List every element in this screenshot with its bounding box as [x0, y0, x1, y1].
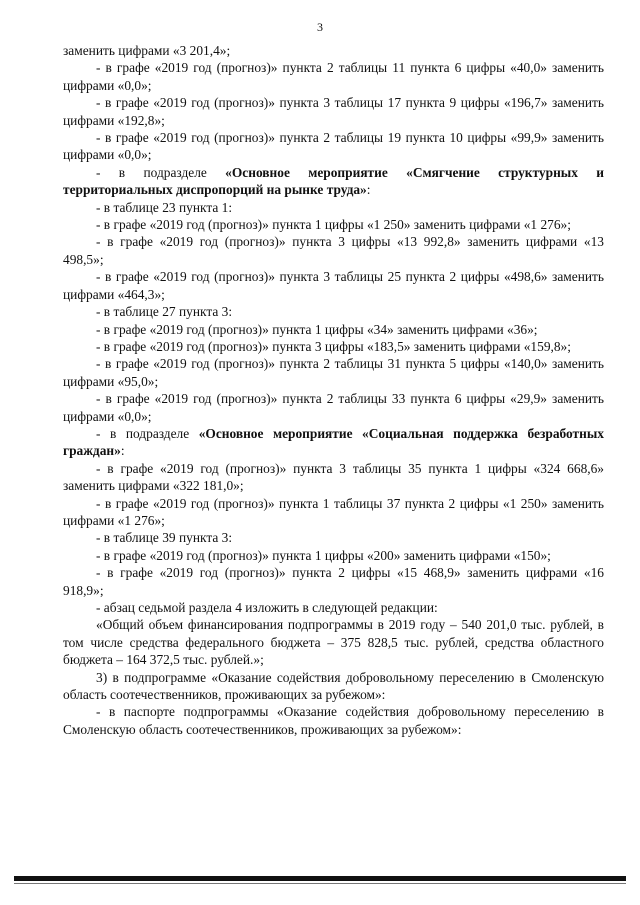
page-number: 3: [317, 20, 323, 34]
paragraph: 3) в подпрограмме «Оказание содействия добровольному переселению в Смоленскую область соотечественников, проживающих за рубежом»:: [63, 669, 604, 703]
paragraph: [63, 425, 604, 460]
paragraph-lead-text: - в подразделе: [96, 164, 226, 180]
paragraph: - в графе «2019 год (прогноз)» пункта 1 таблицы 37 пункта 2 цифры «1 250» заменить цифрами «1 276»;: [63, 495, 604, 528]
paragraph: - в графе «2019 год (прогноз)» пункта 1 цифры «1 250» заменить цифрами «1 276»;: [96, 217, 571, 233]
paragraph: «Общий объем финансирования подпрограммы в 2019 году – 540 201,0 тыс. рублей, в том числе средства федерального бюджета – 375 828,5 тыс. рублей, средства областного бюджета – 164 372,5 тыс. рублей.»;: [63, 617, 604, 668]
paragraph: заменить цифрами «3 201,4»;: [63, 43, 231, 58]
document-body: [63, 42, 604, 738]
paragraph: - в таблице 27 пункта 3:: [96, 304, 233, 320]
paragraph: - абзац седьмой раздела 4 изложить в следующей редакции:: [96, 600, 438, 615]
paragraph-lead-text: - в подразделе: [96, 425, 199, 441]
bottom-rule: [14, 876, 626, 881]
paragraph: - в паспорте подпрограммы «Оказание содействия добровольному переселению в Смоленскую область соотечественников, проживающих за рубежом»:: [63, 704, 604, 737]
paragraph: - в графе «2019 год (прогноз)» пункта 3 цифры «13 992,8» заменить цифрами «13 498,5»;: [63, 234, 604, 267]
subsection-title: «Основное мероприятие «Смягчение структурных и территориальных диспропорций на рынке труда»: [63, 164, 604, 198]
paragraph: - в графе «2019 год (прогноз)» пункта 2 таблицы 11 пункта 6 цифры «40,0» заменить цифрами «0,0»;: [63, 60, 604, 93]
bottom-thin-rule: [14, 883, 626, 884]
paragraph-tail-text: :: [120, 443, 125, 459]
paragraph: [63, 164, 604, 199]
paragraph: - в таблице 23 пункта 1:: [96, 199, 233, 215]
paragraph: - в графе «2019 год (прогноз)» пункта 2 таблицы 31 пункта 5 цифры «140,0» заменить цифрами «95,0»;: [63, 356, 604, 389]
paragraph: - в графе «2019 год (прогноз)» пункта 2 цифры «15 468,9» заменить цифрами «16 918,9»;: [63, 565, 604, 598]
subsection-title: «Основное мероприятие «Социальная поддержка безработных граждан»: [63, 425, 604, 459]
paragraph: - в графе «2019 год (прогноз)» пункта 2 таблицы 33 пункта 6 цифры «29,9» заменить цифрами «0,0»;: [63, 391, 604, 424]
paragraph-tail-text: :: [366, 182, 371, 198]
paragraph: - в графе «2019 год (прогноз)» пункта 2 таблицы 19 пункта 10 цифры «99,9» заменить цифрами «0,0»;: [63, 130, 604, 163]
paragraph: - в графе «2019 год (прогноз)» пункта 3 таблицы 25 пункта 2 цифры «498,6» заменить цифрами «464,3»;: [63, 269, 604, 302]
paragraph: - в графе «2019 год (прогноз)» пункта 3 цифры «183,5» заменить цифрами «159,8»;: [96, 338, 571, 354]
paragraph: - в графе «2019 год (прогноз)» пункта 3 таблицы 17 пункта 9 цифры «196,7» заменить цифрами «192,8»;: [63, 95, 604, 128]
paragraph: - в графе «2019 год (прогноз)» пункта 1 цифры «34» заменить цифрами «36»;: [96, 321, 538, 337]
paragraph: - в таблице 39 пункта 3:: [96, 530, 233, 546]
paragraph: - в графе «2019 год (прогноз)» пункта 3 таблицы 35 пункта 1 цифры «324 668,6» заменить цифрами «322 181,0»;: [63, 460, 604, 494]
paragraph: - в графе «2019 год (прогноз)» пункта 1 цифры «200» заменить цифрами «150»;: [96, 547, 551, 563]
